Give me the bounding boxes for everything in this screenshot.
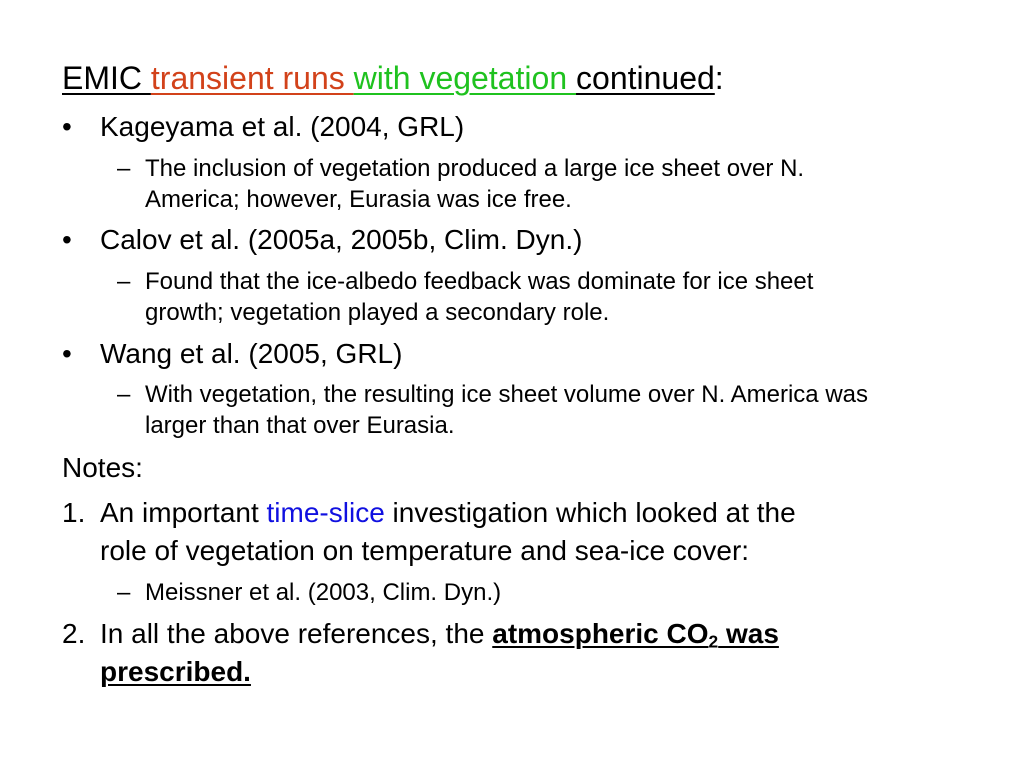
bullet-marker: • [62,111,72,142]
note-number: 1. [62,497,86,528]
bullet-text: Calov et al. (2005a, 2005b, Clim. Dyn.) [100,224,583,255]
slide-title [62,58,724,98]
note-text-post: investigation which looked at the [384,497,796,528]
sub-bullet-text-line2: America; however, Eurasia was ice free. [145,186,572,213]
time-slice-highlight: time-slice [266,497,385,528]
was-text: was [718,618,779,649]
atmospheric-co-text: atmospheric CO [492,618,709,649]
sub-bullet-marker: – [117,268,131,295]
note-text-line1 [100,495,796,531]
bullet-marker: • [62,338,72,369]
atmospheric-co2-emphasis [492,618,779,652]
note-text-line2: role of vegetation on temperature and sea-ice cover: [100,535,750,566]
title-emic: EMIC [62,60,151,96]
prescribed-emphasis: prescribed. [100,656,251,687]
sub-bullet-text-line1: The inclusion of vegetation produced a large ice sheet over N. [145,155,805,182]
sub-bullet-text-line2: larger than that over Eurasia. [145,412,455,439]
note-text-pre: An important [100,497,267,528]
sub-bullet-text-line2: growth; vegetation played a secondary role. [145,299,610,326]
note-number: 2. [62,618,86,649]
bullet-text: Kageyama et al. (2004, GRL) [100,111,465,142]
sub-bullet-text-line1: Found that the ice-albedo feedback was dominate for ice sheet [145,268,814,295]
co2-subscript: 2 [708,631,719,652]
note-text-line1 [100,616,779,652]
sub-bullet-text-line1: Meissner et al. (2003, Clim. Dyn.) [145,579,502,606]
title-continued: continued [576,60,715,96]
title-transient-runs: transient runs [150,60,354,96]
sub-bullet-text-line1: With vegetation, the resulting ice sheet volume over N. America was [145,381,868,408]
sub-bullet-marker: – [117,579,131,606]
title-colon: : [714,60,724,96]
sub-bullet-marker: – [117,155,131,182]
notes-heading: Notes: [62,452,143,483]
note-text-pre: In all the above references, the [100,618,493,649]
sub-bullet-marker: – [117,381,131,408]
bullet-marker: • [62,224,72,255]
bullet-text: Wang et al. (2005, GRL) [100,338,403,369]
title-with-vegetation: with vegetation [353,60,577,96]
